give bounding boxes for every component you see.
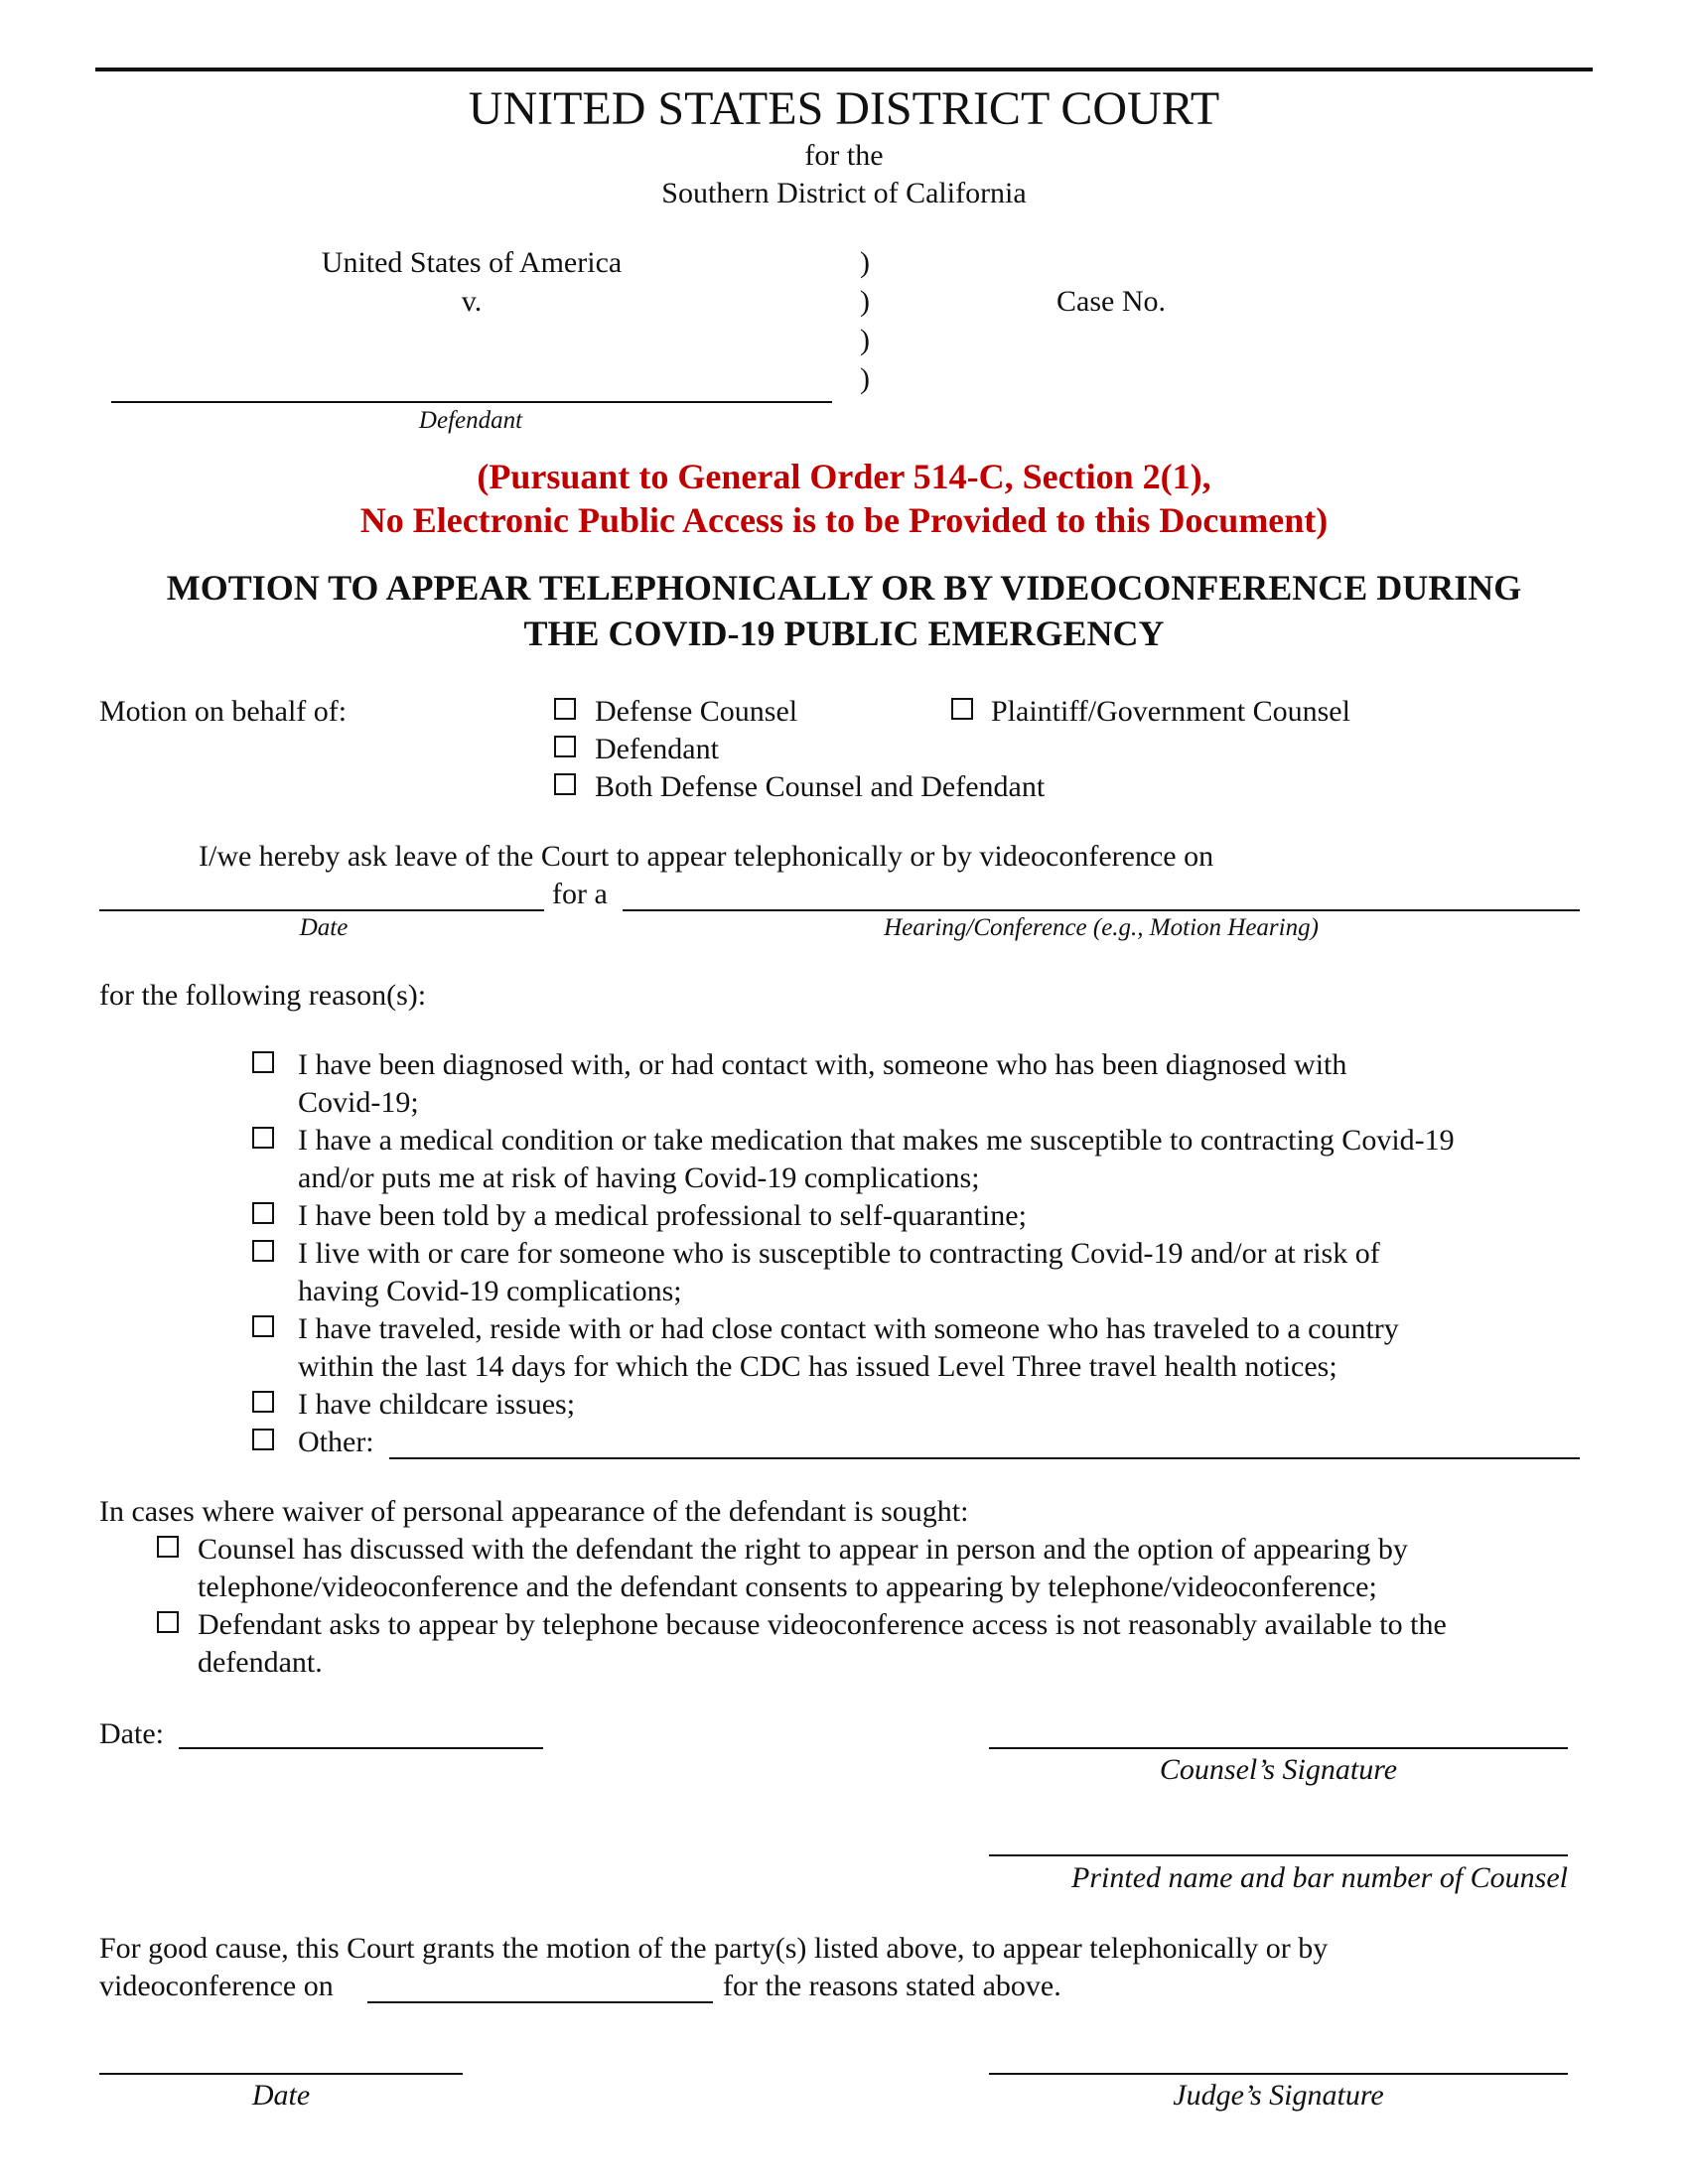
judge-signature-caption: Judge’s Signature — [1173, 2079, 1384, 2112]
judge-signature-line[interactable] — [989, 2073, 1568, 2075]
waiver-line: Defendant asks to appear by telephone because videoconference access is not reasonably available to the — [198, 1608, 1447, 1641]
plaintiff-counsel-label: Plaintiff/Government Counsel — [991, 695, 1350, 728]
appearance-date-line[interactable] — [99, 909, 544, 911]
order-line1: For good cause, this Court grants the motion of the party(s) listed above, to appear telephonically or by — [99, 1932, 1329, 1965]
printed-name-caption: Printed name and bar number of Counsel — [1071, 1861, 1568, 1894]
order-date-line[interactable] — [367, 2001, 713, 2003]
waiver-line: Counsel has discussed with the defendant the right to appear in person and the option of appearing by — [198, 1533, 1408, 1566]
top-rule — [95, 68, 1593, 71]
reason-travel-checkbox[interactable] — [252, 1315, 274, 1337]
motion-title-line2: THE COVID-19 PUBLIC EMERGENCY — [523, 614, 1165, 653]
for-a-text: for a — [552, 878, 608, 910]
reason-diagnosed-checkbox[interactable] — [252, 1051, 274, 1073]
other-reason-line[interactable] — [389, 1457, 1580, 1459]
reason-line: I have a medical condition or take medication that makes me susceptible to contracting Covid-19 — [298, 1124, 1455, 1157]
signature-date-line[interactable] — [179, 1747, 543, 1749]
signature-date-label: Date: — [99, 1717, 164, 1750]
district-name: Southern District of California — [661, 177, 1027, 209]
date-caption: Date — [299, 914, 349, 941]
access-notice-line1: (Pursuant to General Order 514-C, Section 2(1), — [477, 457, 1211, 496]
defense-counsel-label: Defense Counsel — [595, 695, 798, 728]
reason-line: I live with or care for someone who is susceptible to contracting Covid-19 and/or at risk of — [298, 1237, 1380, 1270]
caption-paren: ) — [860, 246, 870, 279]
order-date-signature-line[interactable] — [99, 2073, 463, 2075]
printed-name-line[interactable] — [989, 1854, 1568, 1856]
counsel-signature-caption: Counsel’s Signature — [1159, 1753, 1398, 1786]
reason-childcare-checkbox[interactable] — [252, 1391, 274, 1413]
order-line2-end: for the reasons stated above. — [723, 1970, 1061, 2002]
caption-paren: ) — [860, 324, 870, 356]
defendant-name-line[interactable] — [111, 401, 832, 403]
waiver-telephone-checkbox[interactable] — [157, 1611, 179, 1633]
caption-paren: ) — [860, 285, 870, 318]
reason-quarantine-checkbox[interactable] — [252, 1202, 274, 1224]
reason-line: I have childcare issues; — [298, 1388, 576, 1421]
motion-title-line1: MOTION TO APPEAR TELEPHONICALLY OR BY VIDEOCONFERENCE DURING — [166, 568, 1522, 608]
both-checkbox[interactable] — [554, 773, 576, 795]
reason-other-label: Other: — [298, 1426, 374, 1458]
reason-line: I have been told by a medical professional to self-quarantine; — [298, 1199, 1027, 1232]
order-date-caption: Date — [251, 2079, 311, 2112]
waiver-consent-checkbox[interactable] — [157, 1536, 179, 1558]
order-line2-start: videoconference on — [99, 1970, 334, 2002]
defendant-option-label: Defendant — [595, 733, 719, 765]
waiver-line: defendant. — [198, 1646, 323, 1679]
access-notice-line2: No Electronic Public Access is to be Provided to this Document) — [359, 500, 1329, 540]
plaintiff-counsel-checkbox[interactable] — [951, 698, 973, 720]
reason-line: within the last 14 days for which the CDC has issued Level Three travel health notices; — [298, 1350, 1337, 1383]
hearing-caption: Hearing/Conference (e.g., Motion Hearing) — [884, 914, 1319, 941]
case-no-label: Case No. — [1056, 285, 1166, 318]
waiver-intro: In cases where waiver of personal appearance of the defendant is sought: — [99, 1495, 969, 1528]
waiver-line: telephone/videoconference and the defendant consents to appearing by telephone/videoconference; — [198, 1570, 1377, 1603]
reason-care-checkbox[interactable] — [252, 1240, 274, 1262]
reason-line: and/or puts me at risk of having Covid-19 complications; — [298, 1161, 980, 1194]
reason-other-checkbox[interactable] — [252, 1429, 274, 1450]
reason-medical-checkbox[interactable] — [252, 1127, 274, 1149]
caption-paren: ) — [860, 362, 870, 395]
versus-text: v. — [461, 285, 483, 318]
defendant-label: Defendant — [418, 407, 523, 434]
reason-line: I have been diagnosed with, or had contact with, someone who has been diagnosed with — [298, 1048, 1347, 1081]
reason-line: having Covid-19 complications; — [298, 1275, 682, 1307]
defense-counsel-checkbox[interactable] — [554, 698, 576, 720]
for-the-text: for the — [804, 139, 884, 172]
hearing-type-line[interactable] — [623, 909, 1580, 911]
defendant-checkbox[interactable] — [554, 736, 576, 757]
reason-line: I have traveled, reside with or had close contact with someone who has traveled to a country — [298, 1312, 1399, 1345]
reasons-intro: for the following reason(s): — [99, 979, 427, 1012]
behalf-label: Motion on behalf of: — [99, 695, 348, 728]
both-option-label: Both Defense Counsel and Defendant — [595, 770, 1046, 803]
request-text: I/we hereby ask leave of the Court to appear telephonically or by videoconference on — [199, 840, 1214, 873]
plaintiff-name: United States of America — [321, 246, 623, 279]
reason-line: Covid-19; — [298, 1086, 419, 1119]
counsel-signature-line[interactable] — [989, 1747, 1568, 1749]
court-name: UNITED STATES DISTRICT COURT — [468, 82, 1220, 135]
